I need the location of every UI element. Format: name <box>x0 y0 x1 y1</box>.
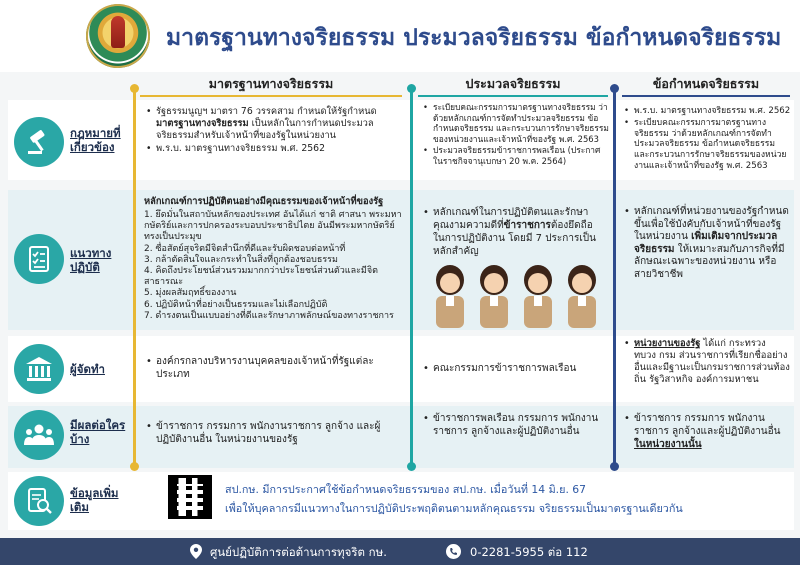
maker-code-cell <box>421 362 606 376</box>
timeline-requirement <box>613 88 616 466</box>
law-standard-cell <box>144 106 392 156</box>
footer <box>0 538 800 565</box>
guide-standard-item: 6. ปฏิบัติหน้าที่อย่างเป็นธรรมและไม่เลือกปฏิบัติ <box>144 299 328 310</box>
guide-code-item: • หลักเกณฑ์ในการปฏิบัติตนและรักษาคุณงามความดีที่ข้าราชการต้องยึดถือในการปฏิบัติงาน โดยมี 7 ประการเป็นหลักสำคัญ <box>421 206 601 258</box>
law-requirement-item: • ระเบียบคณะกรรมการมาตรฐานทางจริยธรรม ว่าด้วยหลักเกณฑ์การจัดทำประมวลจริยธรรม ข้อกำหนดจริยธรรม และกระบวนการรักษาจริยธรรมของหน่วยงานและเจ้าหน้าที่ของรัฐ พ.ศ. 2563 <box>622 118 792 172</box>
footer-phone[interactable]: 0-2281-5955 ต่อ 112 <box>470 545 588 559</box>
document-search-icon <box>14 476 64 526</box>
timeline-standard <box>133 88 136 466</box>
row-label-law: กฎหมายที่เกี่ยวข้อง <box>70 126 121 154</box>
law-standard-item: • พ.ร.บ. มาตรฐานทางจริยธรรม พ.ศ. 2562 <box>144 143 392 155</box>
law-code-item: • ระเบียบคณะกรรมการมาตรฐานทางจริยธรรม ว่าด้วยหลักเกณฑ์การจัดทำประมวลจริยธรรม ข้อกำหนดจริยธรรม และกระบวนการรักษาจริยธรรมของหน่วยงานและเจ้าหน้าที่ของรัฐ พ.ศ. 2563 <box>421 102 609 144</box>
column-header-underline <box>418 95 608 97</box>
maker-standard-cell <box>144 355 394 382</box>
affect-standard-cell <box>144 420 394 447</box>
timeline-dot <box>610 462 619 471</box>
row-label-more: ข้อมูลเพิ่มเติม <box>70 486 119 514</box>
guide-standard-item: 7. ดำรงตนเป็นแบบอย่างที่ดีและรักษาภาพลักษณ์ของทางราชการ <box>144 310 394 321</box>
guide-standard-item: 2. ซื่อสัตย์สุจริตมีจิตสำนึกที่ดีและรับผิดชอบต่อหน้าที่ <box>144 243 346 254</box>
guide-standard-cell <box>144 196 406 322</box>
guide-standard-item: 1. ยึดมั่นในสถาบันหลักของประเทศ อันได้แก่ ชาติ ศาสนา พระมหากษัตริย์และการปกครองระบอบประชาธิปไตย อันมีพระมหากษัตริย์ทรงเป็นประมุข <box>144 210 402 243</box>
affect-requirement-item: • ข้าราชการ กรรมการ พนักงานราชการ ลูกจ้างและผู้ปฏิบัติงานอื่น ในหน่วยงานนั้น <box>622 412 790 451</box>
guide-requirement-item: • หลักเกณฑ์ที่หน่วยงานของรัฐกำหนดขึ้นเพื่อใช้บังคับกับเจ้าหน้าที่ของรัฐในหน่วยงาน เพิ่มเติมจากประมวลจริยธรรม ให้เหมาะสมกับภารกิจที่มีลักษณะเฉพาะของหน่วยงาน หรือสายวิชาชีพ <box>622 206 790 282</box>
page-title: มาตรฐานทางจริยธรรม ประมวลจริยธรรม ข้อกำหนดจริยธรรม <box>166 25 782 51</box>
guide-standard-heading: หลักเกณฑ์การปฏิบัติตนอย่างมีคุณธรรมของเจ้าหน้าที่ของรัฐ <box>144 196 384 207</box>
affect-standard-item: • ข้าราชการ กรรมการ พนักงานราชการ ลูกจ้าง และผู้ปฏิบัติงานอื่น ในหน่วยงานของรัฐ <box>144 420 394 446</box>
affect-requirement-cell <box>622 412 790 452</box>
gavel-icon <box>14 117 64 167</box>
qr-code[interactable] <box>168 475 212 519</box>
column-header-underline <box>622 95 790 97</box>
logo-figure <box>111 16 125 48</box>
guide-standard-item: 5. มุ่งผลสัมฤทธิ์ของงาน <box>144 288 237 299</box>
more-info-line-1: สป.กษ. มีการประกาศใช้ข้อกำหนดจริยธรรมของ สป.กษ. เมื่อวันที่ 14 มิ.ย. 67 <box>225 483 587 496</box>
timeline-dot <box>130 84 139 93</box>
maker-requirement-cell <box>622 338 790 387</box>
maker-code-item: • คณะกรรมการข้าราชการพลเรือน <box>421 362 606 375</box>
phone-icon <box>446 544 461 559</box>
timeline-code <box>410 88 413 466</box>
guide-standard-item: 4. คิดถึงประโยชน์ส่วนรวมมากกว่าประโยชน์ส่วนตัวและมีจิตสาธารณะ <box>144 266 378 288</box>
header <box>0 0 800 72</box>
column-header-code: ประมวลจริยธรรม <box>465 76 561 91</box>
guide-requirement-cell <box>622 206 790 283</box>
people-icon <box>14 410 64 460</box>
affect-code-item: • ข้าราชการพลเรือน กรรมการ พนักงานราชการ ลูกจ้างและผู้ปฏิบัติงานอื่น <box>421 412 606 438</box>
maker-standard-item: • องค์กรกลางบริหารงานบุคคลของเจ้าหน้าที่รัฐแต่ละประเภท <box>144 355 394 381</box>
institution-icon <box>14 344 64 394</box>
checklist-icon <box>14 234 64 284</box>
location-pin-icon <box>190 544 202 559</box>
timeline-dot <box>130 462 139 471</box>
guide-standard-item: 3. กล้าตัดสินใจและกระทำในสิ่งที่ถูกต้องชอบธรรม <box>144 254 338 265</box>
footer-org: ศูนย์ปฏิบัติการต่อต้านการทุจริต กษ. <box>210 545 387 559</box>
row-label-maker: ผู้จัดทำ <box>70 362 105 376</box>
civil-servants-illustration <box>428 262 604 328</box>
maker-requirement-item: • หน่วยงานของรัฐ ได้แก่ กระทรวง ทบวง กรม ส่วนราชการที่เรียกชื่ออย่างอื่นและมีฐานะเป็นกรมราชการส่วนท้องถิ่น รัฐวิสาหกิจ องค์การมหาชน <box>622 338 790 386</box>
law-requirement-item: • พ.ร.บ. มาตรฐานทางจริยธรรม พ.ศ. 2562 <box>622 106 792 117</box>
law-standard-item: • รัฐธรรมนูญฯ มาตรา 76 วรรคสาม กำหนดให้รัฐกำหนด มาตรฐานทางจริยธรรม เป็นหลักในการกำหนดประมวลจริยธรรมสำหรับเจ้าหน้าที่ของรัฐในหน่วยงาน <box>144 106 392 142</box>
column-header-underline <box>140 95 402 97</box>
law-code-item: • ประมวลจริยธรรมข้าราชการพลเรือน (ประกาศในราชกิจจานุเบกษา 20 พ.ค. 2564) <box>421 145 609 166</box>
row-label-guide: แนวทางปฏิบัติ <box>70 246 112 274</box>
timeline-dot <box>407 84 416 93</box>
column-header-requirement: ข้อกำหนดจริยธรรม <box>652 76 760 91</box>
affect-code-cell <box>421 412 606 439</box>
row-label-affect: มีผลต่อใครบ้าง <box>70 418 126 446</box>
guide-code-cell <box>421 206 601 259</box>
more-info-line-2: เพื่อให้บุคลากรมีแนวทางในการปฏิบัติประพฤติตนตามหลักคุณธรรม จริยธรรมเป็นมาตรฐานเดียวกัน <box>225 502 683 515</box>
column-header-standard: มาตรฐานทางจริยธรรม <box>208 76 334 91</box>
timeline-dot <box>610 84 619 93</box>
timeline-dot <box>407 462 416 471</box>
law-requirement-cell <box>622 106 792 173</box>
law-code-cell <box>421 102 609 168</box>
